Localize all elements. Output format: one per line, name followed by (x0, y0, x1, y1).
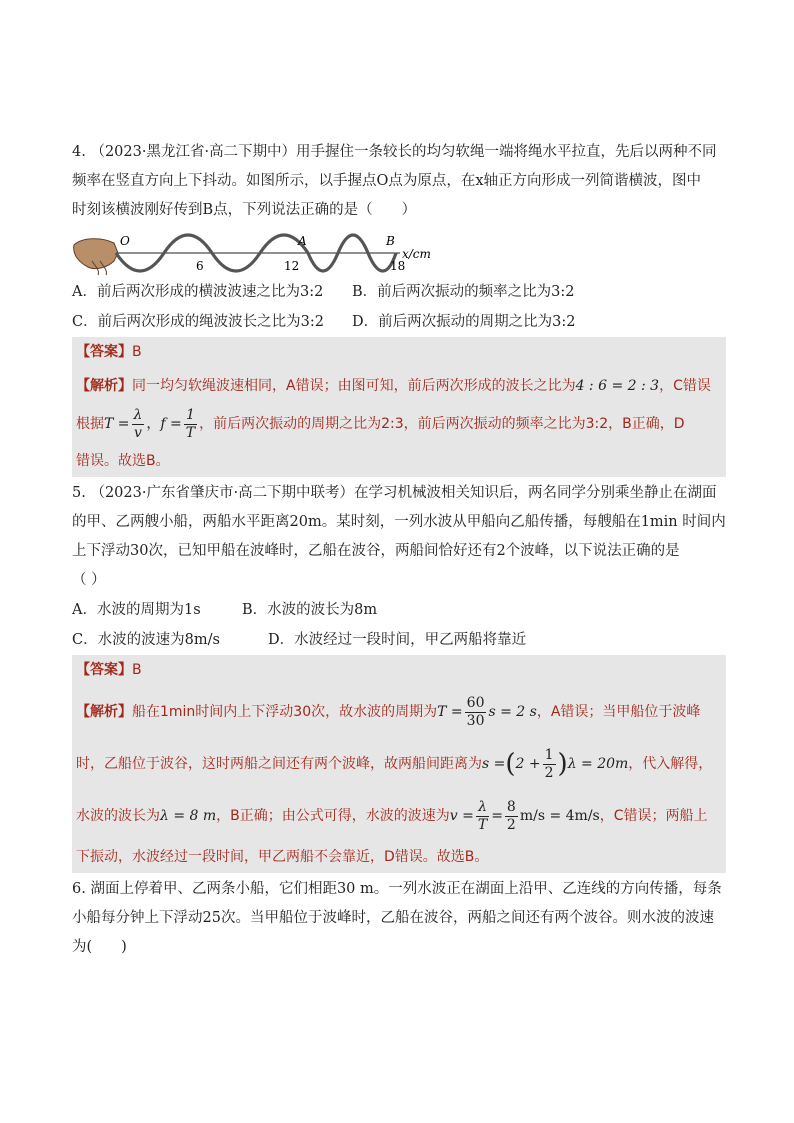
q4-stem-line-1: 4. （2023·黑龙江省·高二下期中）用手握住一条较长的均匀软绳一端将绳水平拉直，先后以两种不同 (72, 144, 717, 160)
q4-analysis-label: 【解析】 (76, 378, 132, 394)
q5-analysis-line-3: 水波的波长为λ = 8 m，B正确；由公式可得，水波的波速为v = $\frac{\lambda}{T}$ = $\frac{8}{2}$ m/s = 4m/s，C错误；两船上 (76, 798, 708, 833)
q5-analysis-line-4: 下振动，水波经过一段时间，甲乙两船不会靠近，D错误。故选B。 (76, 849, 489, 865)
q4-analysis-line-3: 错误。故选B。 (76, 453, 170, 469)
q6-stem-line-3: 为( ) (72, 939, 127, 955)
page-content (72, 138, 726, 962)
q4-analysis-line-2: 根据T = $\frac{\lambda}{v}$ ，f = $\frac{1}{T}$ ，前后两次振动的周期之比为2:3，前后两次振动的频率之比为3:2，B正确，D (76, 406, 685, 441)
q5-option-c[interactable]: C．水波的波速为8m/s (72, 632, 220, 648)
q4-stem-line-2: 频率在竖直方向上下抖动。如图所示，以手握点O点为原点，在x轴正方向形成一列简谐横波，图中 (72, 173, 702, 189)
q4-ratio: 4 : 6 = 2 : 3 (575, 378, 660, 394)
q4-option-b[interactable]: B．前后两次振动的频率之比为3:2 (352, 284, 575, 300)
axis-label: x/cm (402, 247, 431, 261)
q4-answer-value: B (132, 344, 142, 360)
q4-stem-line-3: 时刻该横波刚好传到B点，下列说法正确的是（ ） (72, 202, 417, 218)
wave-diagram (72, 231, 452, 277)
q5-analysis-line-1: 【解析】船在1min时间内上下浮动30次，故水波的周期为T = $\frac{60}{30}$ s = 2 s，A错误；当甲船位于波峰 (76, 694, 701, 729)
q5-option-d[interactable]: D．水波经过一段时间，甲乙两船将靠近 (268, 632, 527, 648)
q4-wave-figure (72, 231, 726, 277)
hand-icon (74, 239, 118, 275)
q5-analysis-line-2: 时，乙船位于波谷，这时两船之间还有两个波峰，故两船间距离为s =(2 + $\frac{1}{2}$ )λ = 20m，代入解得， (76, 746, 713, 781)
q5-option-a[interactable]: A．水波的周期为1s (72, 602, 201, 618)
q4-answer-label: 【答案】 (76, 344, 132, 360)
tick-18: 18 (390, 259, 406, 273)
q5-answer-label: 【答案】 (76, 662, 132, 678)
q4-answer-line (72, 337, 726, 368)
q4-answer-block (72, 337, 726, 477)
q4-analysis-line-1: 【解析】同一均匀软绳波速相同，A错误；由图可知，前后两次形成的波长之比为4 : 6 = 2 : 3，C错误 (76, 378, 711, 394)
q5-stem-line-2: 的甲、乙两艘小船，两船水平距离20m。某时刻，一列水波从甲船向乙船传播，每艘船在1min 时间内 (72, 514, 726, 530)
q6-stem-line-1: 6. 湖面上停着甲、乙两条小船，它们相距30 m。一列水波正在湖面上沿甲、乙连线的方向传播，每条 (72, 881, 722, 897)
q4-option-d[interactable]: D．前后两次振动的周期之比为3:2 (352, 314, 576, 330)
q5-analysis-label: 【解析】 (76, 704, 132, 720)
q5-answer-line (72, 655, 726, 686)
q4-options-row-2 (72, 307, 726, 337)
label-origin: O (120, 234, 130, 248)
label-point-a: A (298, 234, 307, 248)
tick-6: 6 (196, 259, 204, 273)
q5-stem-line-4: （ ） (72, 572, 106, 588)
q4-option-c[interactable]: C．前后两次形成的绳波波长之比为3:2 (72, 314, 324, 330)
q5-stem-line-1: 5. （2023·广东省肇庆市·高二下期中联考）在学习机械波相关知识后，两名同学分别乘坐静止在湖面 (72, 485, 717, 501)
q5-option-b[interactable]: B．水波的波长为8m (242, 602, 378, 618)
q4-options-row-1 (72, 277, 726, 307)
q5-stem-line-3: 上下浮动30次，已知甲船在波峰时，乙船在波谷，两船间恰好还有2个波峰，以下说法正确的是 (72, 543, 680, 559)
q5-answer-block (72, 655, 726, 873)
q5-answer-value: B (132, 662, 142, 678)
label-point-b: B (386, 234, 395, 248)
q5-options-row-2 (72, 625, 726, 655)
q6-stem-line-2: 小船每分钟上下浮动25次。当甲船位于波峰时，乙船在波谷，两船之间还有两个波谷。则水波的波速 (72, 910, 714, 926)
tick-12: 12 (284, 259, 300, 273)
q5-options-row-1 (72, 595, 726, 625)
q4-option-a[interactable]: A．前后两次形成的横波波速之比为3:2 (72, 284, 324, 300)
